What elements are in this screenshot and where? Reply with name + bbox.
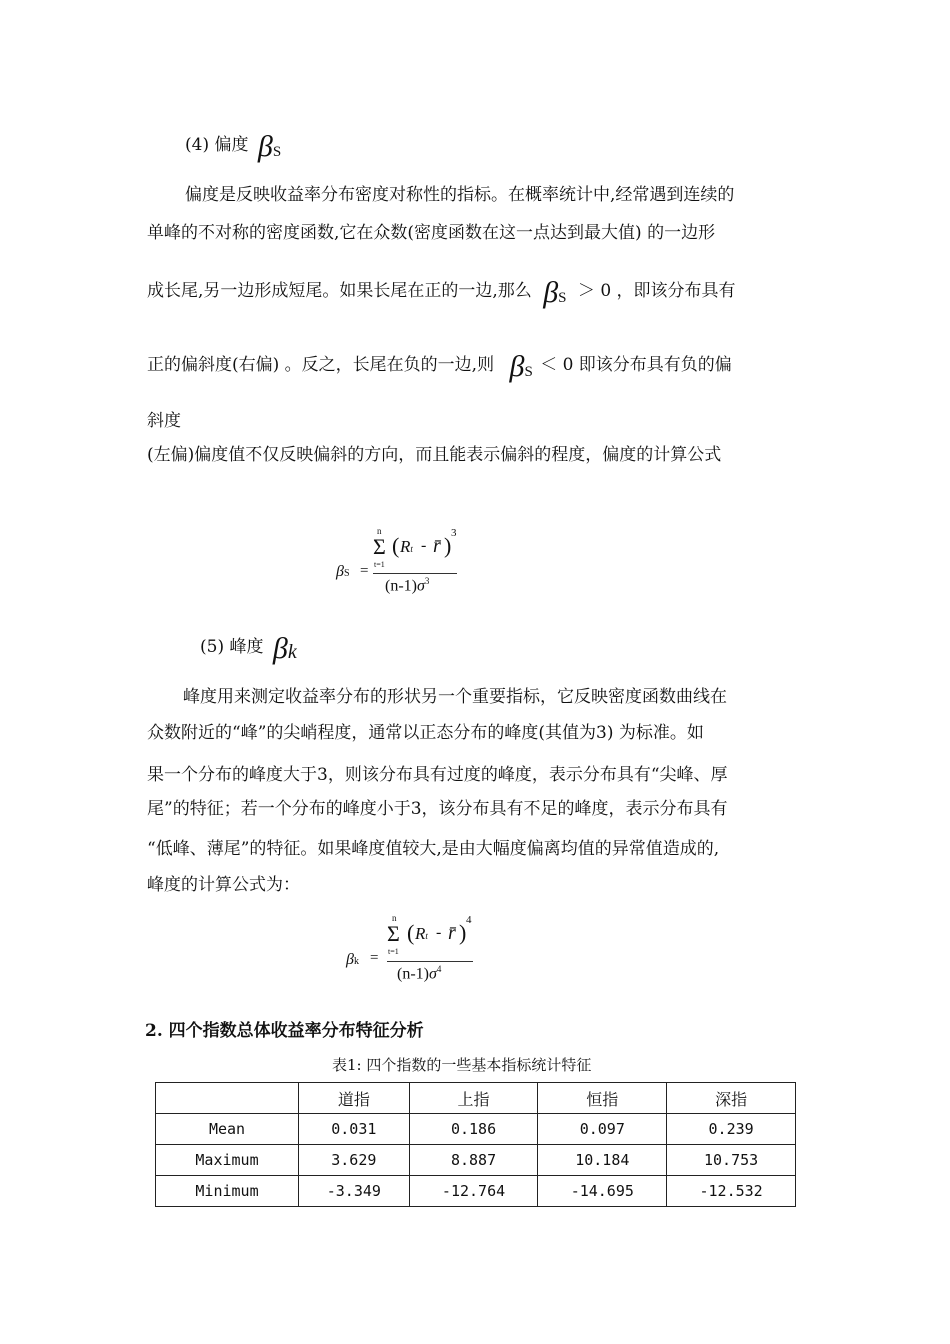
table-cell: -12.764	[409, 1176, 538, 1207]
section-2-title: 2. 四个指数总体收益率分布特征分析	[145, 1021, 424, 1041]
para1-line2: 单峰的不对称的密度函数,它在众数(密度函数在这一点达到最大值) 的一边形	[147, 223, 716, 243]
section-5-label: (5) 峰度	[200, 637, 264, 657]
table-row	[156, 1145, 796, 1176]
table-row	[156, 1114, 796, 1145]
para2-line3: 果一个分布的峰度大于3，则该分布具有过度的峰度，表示分布具有“尖峰、厚	[147, 765, 728, 785]
section-4-heading	[185, 130, 282, 163]
formula1-eq: =	[360, 563, 369, 579]
beta-s-inline-2: βS	[509, 350, 533, 383]
formula2-denominator: $(n-1)\sigma^4$	[397, 964, 442, 983]
formula2-lhs: βk	[346, 951, 359, 968]
formula2-rbar: r̄	[448, 922, 456, 944]
formula1-rt: Rt	[400, 537, 413, 556]
table-header-cell: 上指	[409, 1083, 538, 1114]
table-cell: 0.239	[667, 1114, 796, 1145]
para2-line2: 众数附近的“峰”的尖峭程度，通常以正态分布的峰度(其值为3) 为标准。如	[147, 723, 704, 743]
section-4-label: (4) 偏度	[185, 135, 249, 155]
table-cell: 10.184	[538, 1145, 667, 1176]
beta-s-symbol: βS	[257, 130, 282, 163]
formula2-sum-top: n	[392, 913, 397, 923]
formula2-lparen: (	[407, 920, 415, 945]
table-cell: Mean	[156, 1114, 299, 1145]
table-header-cell: 深指	[667, 1083, 796, 1114]
formula1-lhs: βS	[336, 563, 350, 580]
formula1-sigma-sum: Σ	[373, 534, 386, 559]
beta-s-inline: βS	[543, 276, 567, 309]
table-header-cell: 恒指	[538, 1083, 667, 1114]
table-cell: 0.097	[538, 1114, 667, 1145]
formula1-rbar: r̄	[433, 535, 441, 557]
table-row	[156, 1176, 796, 1207]
kurtosis-formula	[340, 912, 480, 987]
table-cell: -12.532	[667, 1176, 796, 1207]
table-cell: 10.753	[667, 1145, 796, 1176]
table-cell: Maximum	[156, 1145, 299, 1176]
para1-line6: (左偏)偏度值不仅反映偏斜的方向，而且能表示偏斜的程度，偏度的计算公式	[147, 445, 722, 465]
table-header-row	[156, 1083, 796, 1114]
formula2-rparen: )	[459, 920, 467, 945]
table-cell: 3.629	[299, 1145, 410, 1176]
para2-line5: “低峰、薄尾”的特征。如果峰度值较大,是由大幅度偏离均值的异常值造成的,	[147, 839, 720, 859]
formula2-power: 4	[466, 914, 472, 926]
para1-line4: 正的偏斜度(右偏) 。反之，长尾在负的一边,则 βS ＜ 0 即该分布具有负的偏	[147, 350, 732, 383]
para2-line1: 峰度用来测定收益率分布的形状另一个重要指标，它反映密度函数曲线在	[183, 687, 727, 707]
para1-line5: 斜度	[147, 411, 181, 431]
para1-line1: 偏度是反映收益率分布密度对称性的指标。在概率统计中,经常遇到连续的	[185, 185, 735, 205]
table-cell: 0.031	[299, 1114, 410, 1145]
formula1-power: 3	[451, 527, 457, 539]
formula1-lparen: (	[392, 533, 400, 558]
table-cell: 8.887	[409, 1145, 538, 1176]
formula2-sum-bottom: t=1	[388, 947, 399, 956]
table-cell: -14.695	[538, 1176, 667, 1207]
formula2-eq: =	[370, 950, 379, 966]
para1-line3: 成长尾,另一边形成短尾。如果长尾在正的一边,那么 βS ＞ 0 ，即该分布具有	[147, 276, 736, 309]
formula2-sigma-sum: Σ	[387, 921, 400, 946]
table-cell: Minimum	[156, 1176, 299, 1207]
formula1-denominator: $(n-1)\sigma^3$	[385, 576, 430, 595]
formula2-rt: Rt	[415, 924, 428, 943]
formula1-fraction-bar	[373, 573, 457, 574]
table-header-cell	[156, 1083, 299, 1114]
section-5-heading	[200, 632, 297, 665]
formula2-minus: -	[436, 924, 442, 941]
beta-k-symbol: βk	[272, 632, 297, 665]
table-header-cell: 道指	[299, 1083, 410, 1114]
para2-line6: 峰度的计算公式为：	[147, 875, 300, 895]
table-caption: 表1: 四个指数的一些基本指标统计特征	[332, 1056, 592, 1074]
formula1-sum-bottom: t=1	[374, 560, 385, 569]
formula1-sum-top: n	[377, 526, 382, 536]
table-cell: 0.186	[409, 1114, 538, 1145]
formula1-minus: -	[421, 537, 427, 554]
table-cell: -3.349	[299, 1176, 410, 1207]
stats-table	[155, 1082, 796, 1207]
skewness-formula	[330, 525, 470, 600]
para2-line4: 尾”的特征；若一个分布的峰度小于3，该分布具有不足的峰度，表示分布具有	[147, 799, 728, 819]
formula1-rparen: )	[444, 533, 452, 558]
formula2-fraction-bar	[387, 961, 473, 962]
